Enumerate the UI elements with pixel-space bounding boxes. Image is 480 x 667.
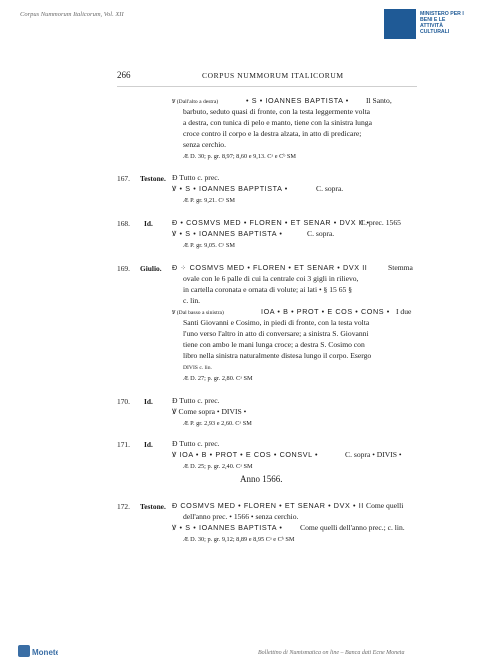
e169-number: 169. xyxy=(117,264,130,273)
footer-text: Bollettino di Numismatica on line – Banca dati Ecne Moneta xyxy=(258,650,405,656)
e167-obverse: Ð Tutto c. prec. xyxy=(172,173,220,182)
e170-number: 170. xyxy=(117,397,130,406)
header-rule xyxy=(117,86,417,87)
e169-obverse-legend: Ð ⁘ COSMVS MED • FLOREN • ET SENAR • DVX II xyxy=(172,263,368,272)
e172-number: 172. xyxy=(117,502,130,511)
e169-meta: Æ D. 27; p. gr. 2,80. Cᵃ SM xyxy=(183,375,253,382)
ministry-logo xyxy=(384,9,466,39)
e169-obverse-line-0: ovale con le 6 palle di cui la centrale coi 3 gigli in rilievo, xyxy=(183,274,359,283)
e169-obverse-line-2: c. lin. xyxy=(183,296,201,305)
e167-reverse-tail: C. sopra. xyxy=(316,184,344,193)
e171-reverse-tail: C. sopra • DIVIS • xyxy=(345,450,402,459)
e171-obverse: Ð Tutto c. prec. xyxy=(172,439,220,448)
e166-reverse-line-2: a destra, con tunica di pelo e manto, tiene con la sinistra lunga xyxy=(183,118,372,127)
year-heading: Anno 1566. xyxy=(240,474,283,484)
e169-denomination: Giulio. xyxy=(140,264,162,273)
e172-obverse-legend: Ð COSMVS MED • FLOREN • ET SENAR • DVX • II xyxy=(172,501,364,510)
e170-reverse: Ꝟ Come sopra • DIVIS • xyxy=(172,407,247,416)
e169-reverse-tail: I due xyxy=(396,307,412,316)
e170-meta: Æ P. gr. 2,93 e 2,60. Cᵃ SM xyxy=(183,420,252,427)
e166-reverse-legend: • S • IOANNES BAPTISTA • xyxy=(246,96,349,105)
e169-obverse-tail: Stemma xyxy=(388,263,413,272)
e168-denomination: Id. xyxy=(144,219,153,228)
e169-reverse-line-1: l'uno verso l'altro in atto di conversare; a sinistra S. Giovanni xyxy=(183,329,369,338)
e171-meta: Æ D. 25; p. gr. 2,40. Cᵃ SM xyxy=(183,463,253,470)
e167-denomination: Testone. xyxy=(140,174,166,183)
ministry-emblem-icon xyxy=(384,9,416,39)
e168-meta: Æ P. gr. 9,05. Cᵃ SM xyxy=(183,242,235,249)
e169-reverse-line-3: libro nella sinistra naturalmente distesa lungo il corpo. Esergo xyxy=(183,351,372,360)
e170-obverse: Ð Tutto c. prec. xyxy=(172,396,220,405)
e166-reverse-line-0: Il Santo, xyxy=(366,96,392,105)
e169-reverse-intro: Ꝟ (Dal basso a sinistra) xyxy=(172,310,224,316)
e172-obverse-tail: Come quelli xyxy=(366,501,404,510)
e172-denomination: Testone. xyxy=(140,502,166,511)
e172-reverse-legend: Ꝟ • S • IOANNES BAPTISTA • xyxy=(172,523,283,532)
moneta-logo-text: Monete xyxy=(32,648,58,657)
moneta-logo-icon xyxy=(18,643,58,659)
e171-number: 171. xyxy=(117,440,130,449)
e166-reverse-line-4: senza cerchio. xyxy=(183,140,227,149)
e167-reverse-legend: Ꝟ • S • IOANNES BAPPTISTA • xyxy=(172,184,288,193)
page-number: 266 xyxy=(117,70,131,80)
e167-meta: Æ P. gr. 9,21. Cᵃ SM xyxy=(183,197,235,204)
e168-reverse-tail: C. sopra. xyxy=(307,229,335,238)
e172-meta: Æ D. 30; p. gr. 9,12; 8,89 e 8,95 Cᵃ e Cᵇ SM xyxy=(183,536,295,543)
e166-reverse-intro: Ꝟ (Dall'alto a destra) xyxy=(172,99,219,105)
e169-reverse-line-2: tiene con ambo le mani lunga croce; a destra S. Cosimo con xyxy=(183,340,365,349)
e171-denomination: Id. xyxy=(144,440,153,449)
e167-number: 167. xyxy=(117,174,130,183)
e169-reverse-legend: IOA • B • PROT • E COS • CONS • xyxy=(261,307,390,316)
e169-obverse-line-1: in cartella coronata e ornata di volute; ai lati • § 15 65 § xyxy=(183,285,353,294)
e170-denomination: Id. xyxy=(144,397,153,406)
journal-title: Corpus Nummorum Italicorum, Vol. XII xyxy=(20,11,124,18)
e169-reverse-line-0: Santi Giovanni e Cosimo, in piedi di fronte, con la testa volta xyxy=(183,318,370,327)
e168-reverse-legend: Ꝟ • S • IOANNES BAPTISTA • xyxy=(172,229,283,238)
moneta-logo xyxy=(18,643,58,659)
running-head: CORPUS NUMMORUM ITALICORUM xyxy=(202,71,344,80)
e168-number: 168. xyxy=(117,219,130,228)
e168-obverse-legend: Ð • COSMVS MED • FLOREN • ET SENAR • DVX II • xyxy=(172,218,370,227)
e171-reverse-legend: Ꝟ IOA • B • PROT • E COS • CONSVL • xyxy=(172,450,319,459)
e166-reverse-line-3: croce contro il corpo e la destra alzata, in atto di predicare; xyxy=(183,129,362,138)
e168-obverse-tail: C. prec. 1565 xyxy=(360,218,401,227)
e169-reverse-exergue: DIVIS c. lin. xyxy=(183,365,212,371)
e172-obverse-line-2: dell'anno prec. • 1566 • senza cerchio. xyxy=(183,512,299,521)
e166-reverse-line-1: barbuto, seduto quasi di fronte, con la testa leggermente volta xyxy=(183,107,371,116)
ministry-logo-text: MINISTERO PER I BENI E LE ATTIVITÀ CULTURALI xyxy=(420,11,464,35)
e166-meta: Æ D. 30; p. gr. 8,97; 8,60 e 9,13. Cᵃ e Cᵇ SM xyxy=(183,153,296,160)
e172-reverse-tail: Come quelli dell'anno prec.; c. lin. xyxy=(300,523,405,532)
